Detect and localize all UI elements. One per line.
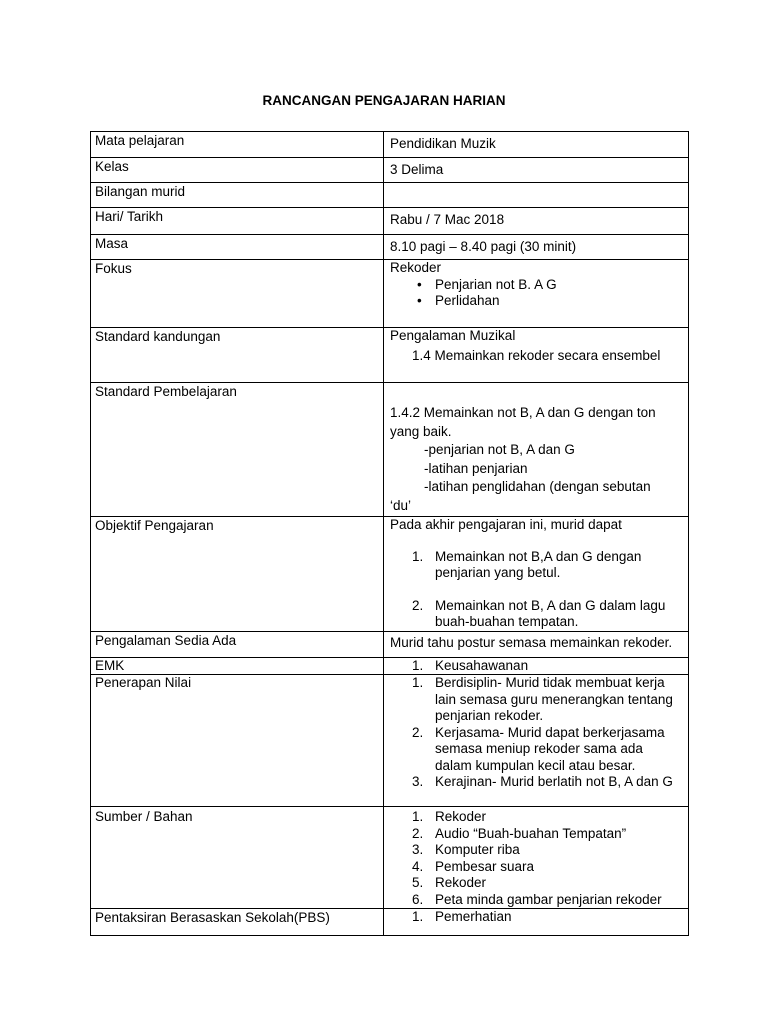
fokus-heading: Rekoder bbox=[390, 260, 442, 275]
table-row bbox=[91, 909, 689, 936]
list-item bbox=[390, 549, 684, 582]
fokus-list bbox=[390, 277, 684, 310]
row-label: Bilangan murid bbox=[91, 183, 384, 208]
list-item bbox=[390, 809, 684, 826]
list-number: 1. bbox=[412, 657, 424, 673]
row-label: Pengalaman Sedia Ada bbox=[91, 631, 384, 657]
list-item bbox=[390, 892, 684, 909]
row-label: Standard Pembelajaran bbox=[91, 383, 384, 517]
list-item bbox=[390, 826, 684, 843]
table-row bbox=[91, 260, 689, 328]
list-number: 4. bbox=[412, 858, 424, 874]
row-value bbox=[384, 517, 689, 632]
bullet-icon: • bbox=[417, 293, 422, 308]
row-value bbox=[384, 807, 689, 909]
list-item-text: lain semasa guru menerangkan tentang bbox=[435, 691, 673, 707]
row-label: Hari/ Tarikh bbox=[91, 208, 384, 235]
nilai-list bbox=[390, 675, 684, 791]
list-item bbox=[390, 277, 684, 294]
row-value bbox=[384, 657, 689, 675]
row-label: Sumber / Bahan bbox=[91, 807, 384, 909]
row-value bbox=[384, 909, 689, 936]
list-item-text: Rekoder bbox=[435, 809, 487, 824]
list-item-text: Memainkan not B,A dan G dengan bbox=[435, 548, 642, 564]
table-row bbox=[91, 132, 689, 158]
pbs-list bbox=[390, 909, 684, 926]
list-item-text: Peta minda gambar penjarian rekoder bbox=[435, 891, 662, 907]
row-value bbox=[384, 328, 689, 383]
sumber-list bbox=[390, 809, 684, 908]
emk-list bbox=[390, 658, 684, 675]
list-item-text: Berdisiplin- Murid tidak membuat kerja bbox=[435, 675, 665, 690]
list-item-text: Pembesar suara bbox=[435, 858, 535, 874]
list-item-text: Penjarian not B. A G bbox=[435, 276, 557, 292]
row-label: Objektif Pengajaran bbox=[91, 517, 384, 632]
row-label: EMK bbox=[91, 657, 384, 675]
list-item bbox=[390, 725, 684, 775]
kandungan-heading: Pengalaman Muzikal bbox=[390, 328, 516, 343]
list-item bbox=[390, 842, 684, 859]
row-value: Pendidikan Muzik bbox=[384, 132, 689, 158]
list-item bbox=[390, 909, 684, 926]
pembelajaran-item: -latihan penjarian bbox=[424, 460, 528, 476]
row-value: 8.10 pagi – 8.40 pagi (30 minit) bbox=[384, 235, 689, 260]
row-value: 3 Delima bbox=[384, 158, 689, 183]
list-number: 1. bbox=[412, 809, 424, 824]
table-row bbox=[91, 631, 689, 657]
row-value bbox=[384, 675, 689, 807]
lesson-plan-table bbox=[90, 131, 689, 936]
list-item-text: Audio “Buah-buahan Tempatan” bbox=[435, 825, 627, 841]
list-number: 3. bbox=[412, 842, 424, 857]
list-item-text: Kerjasama- Murid dapat berkerjasama bbox=[435, 724, 665, 740]
list-number: 1. bbox=[412, 675, 424, 690]
table-row bbox=[91, 328, 689, 383]
row-label: Kelas bbox=[91, 158, 384, 183]
table-row bbox=[91, 675, 689, 807]
list-number: 2. bbox=[412, 825, 424, 841]
pembelajaran-item: -latihan penglidahan (dengan sebutan bbox=[424, 479, 651, 494]
row-label: Mata pelajaran bbox=[91, 132, 384, 158]
row-value: Murid tahu postur semasa memainkan rekoder. bbox=[384, 631, 689, 657]
list-number: 2. bbox=[412, 724, 424, 740]
list-item-text: penjarian yang betul. bbox=[435, 565, 561, 580]
list-item bbox=[390, 293, 684, 310]
list-number: 2. bbox=[412, 597, 424, 613]
objektif-intro: Pada akhir pengajaran ini, murid dapat bbox=[390, 517, 622, 532]
list-item-text: buah-buahan tempatan. bbox=[435, 614, 579, 629]
row-label: Pentaksiran Berasaskan Sekolah(PBS) bbox=[91, 909, 384, 936]
list-item-text: dalam kumpulan kecil atau besar. bbox=[435, 757, 636, 773]
list-item-text: Perlidahan bbox=[435, 293, 500, 308]
table-row bbox=[91, 383, 689, 517]
list-item bbox=[390, 774, 684, 791]
row-label: Penerapan Nilai bbox=[91, 675, 384, 807]
pembelajaran-item: -penjarian not B, A dan G bbox=[424, 442, 575, 457]
list-item-text: Keusahawanan bbox=[435, 657, 529, 673]
row-value: Rabu / 7 Mac 2018 bbox=[384, 208, 689, 235]
list-item bbox=[390, 675, 684, 725]
pembelajaran-tail: ‘du’ bbox=[390, 497, 412, 513]
pembelajaran-line: yang baik. bbox=[390, 423, 452, 439]
row-label: Masa bbox=[91, 235, 384, 260]
document-title: RANCANGAN PENGAJARAN HARIAN bbox=[262, 93, 506, 108]
list-item bbox=[390, 598, 684, 631]
table-row bbox=[91, 158, 689, 183]
row-value bbox=[384, 383, 689, 517]
list-item-text: Komputer riba bbox=[435, 842, 520, 857]
list-item-text: Pemerhatian bbox=[435, 909, 512, 924]
table-row bbox=[91, 517, 689, 632]
list-number: 5. bbox=[412, 875, 424, 890]
list-item-text: Kerajinan- Murid berlatih not B, A dan G bbox=[435, 774, 673, 789]
row-label: Fokus bbox=[91, 260, 384, 328]
list-number: 3. bbox=[412, 774, 424, 789]
list-item-text: Rekoder bbox=[435, 875, 487, 890]
table-row bbox=[91, 183, 689, 208]
list-number: 1. bbox=[412, 909, 424, 924]
table-row bbox=[91, 657, 689, 675]
row-value bbox=[384, 260, 689, 328]
bullet-icon: • bbox=[417, 276, 422, 292]
table-row bbox=[91, 235, 689, 260]
objektif-list bbox=[390, 549, 684, 631]
list-item bbox=[390, 875, 684, 892]
table-row bbox=[91, 807, 689, 909]
row-label: Standard kandungan bbox=[91, 328, 384, 383]
pembelajaran-line: 1.4.2 Memainkan not B, A dan G dengan ton bbox=[390, 405, 656, 420]
list-item-text: semasa meniup rekoder sama ada bbox=[435, 741, 643, 756]
kandungan-sub: 1.4 Memainkan rekoder secara ensembel bbox=[412, 347, 661, 363]
table-row bbox=[91, 208, 689, 235]
list-item bbox=[390, 859, 684, 876]
list-number: 6. bbox=[412, 891, 424, 907]
list-item-text: penjarian rekoder. bbox=[435, 708, 544, 723]
row-value bbox=[384, 183, 689, 208]
list-number: 1. bbox=[412, 548, 424, 564]
list-item bbox=[390, 658, 684, 675]
list-item-text: Memainkan not B, A dan G dalam lagu bbox=[435, 597, 666, 613]
